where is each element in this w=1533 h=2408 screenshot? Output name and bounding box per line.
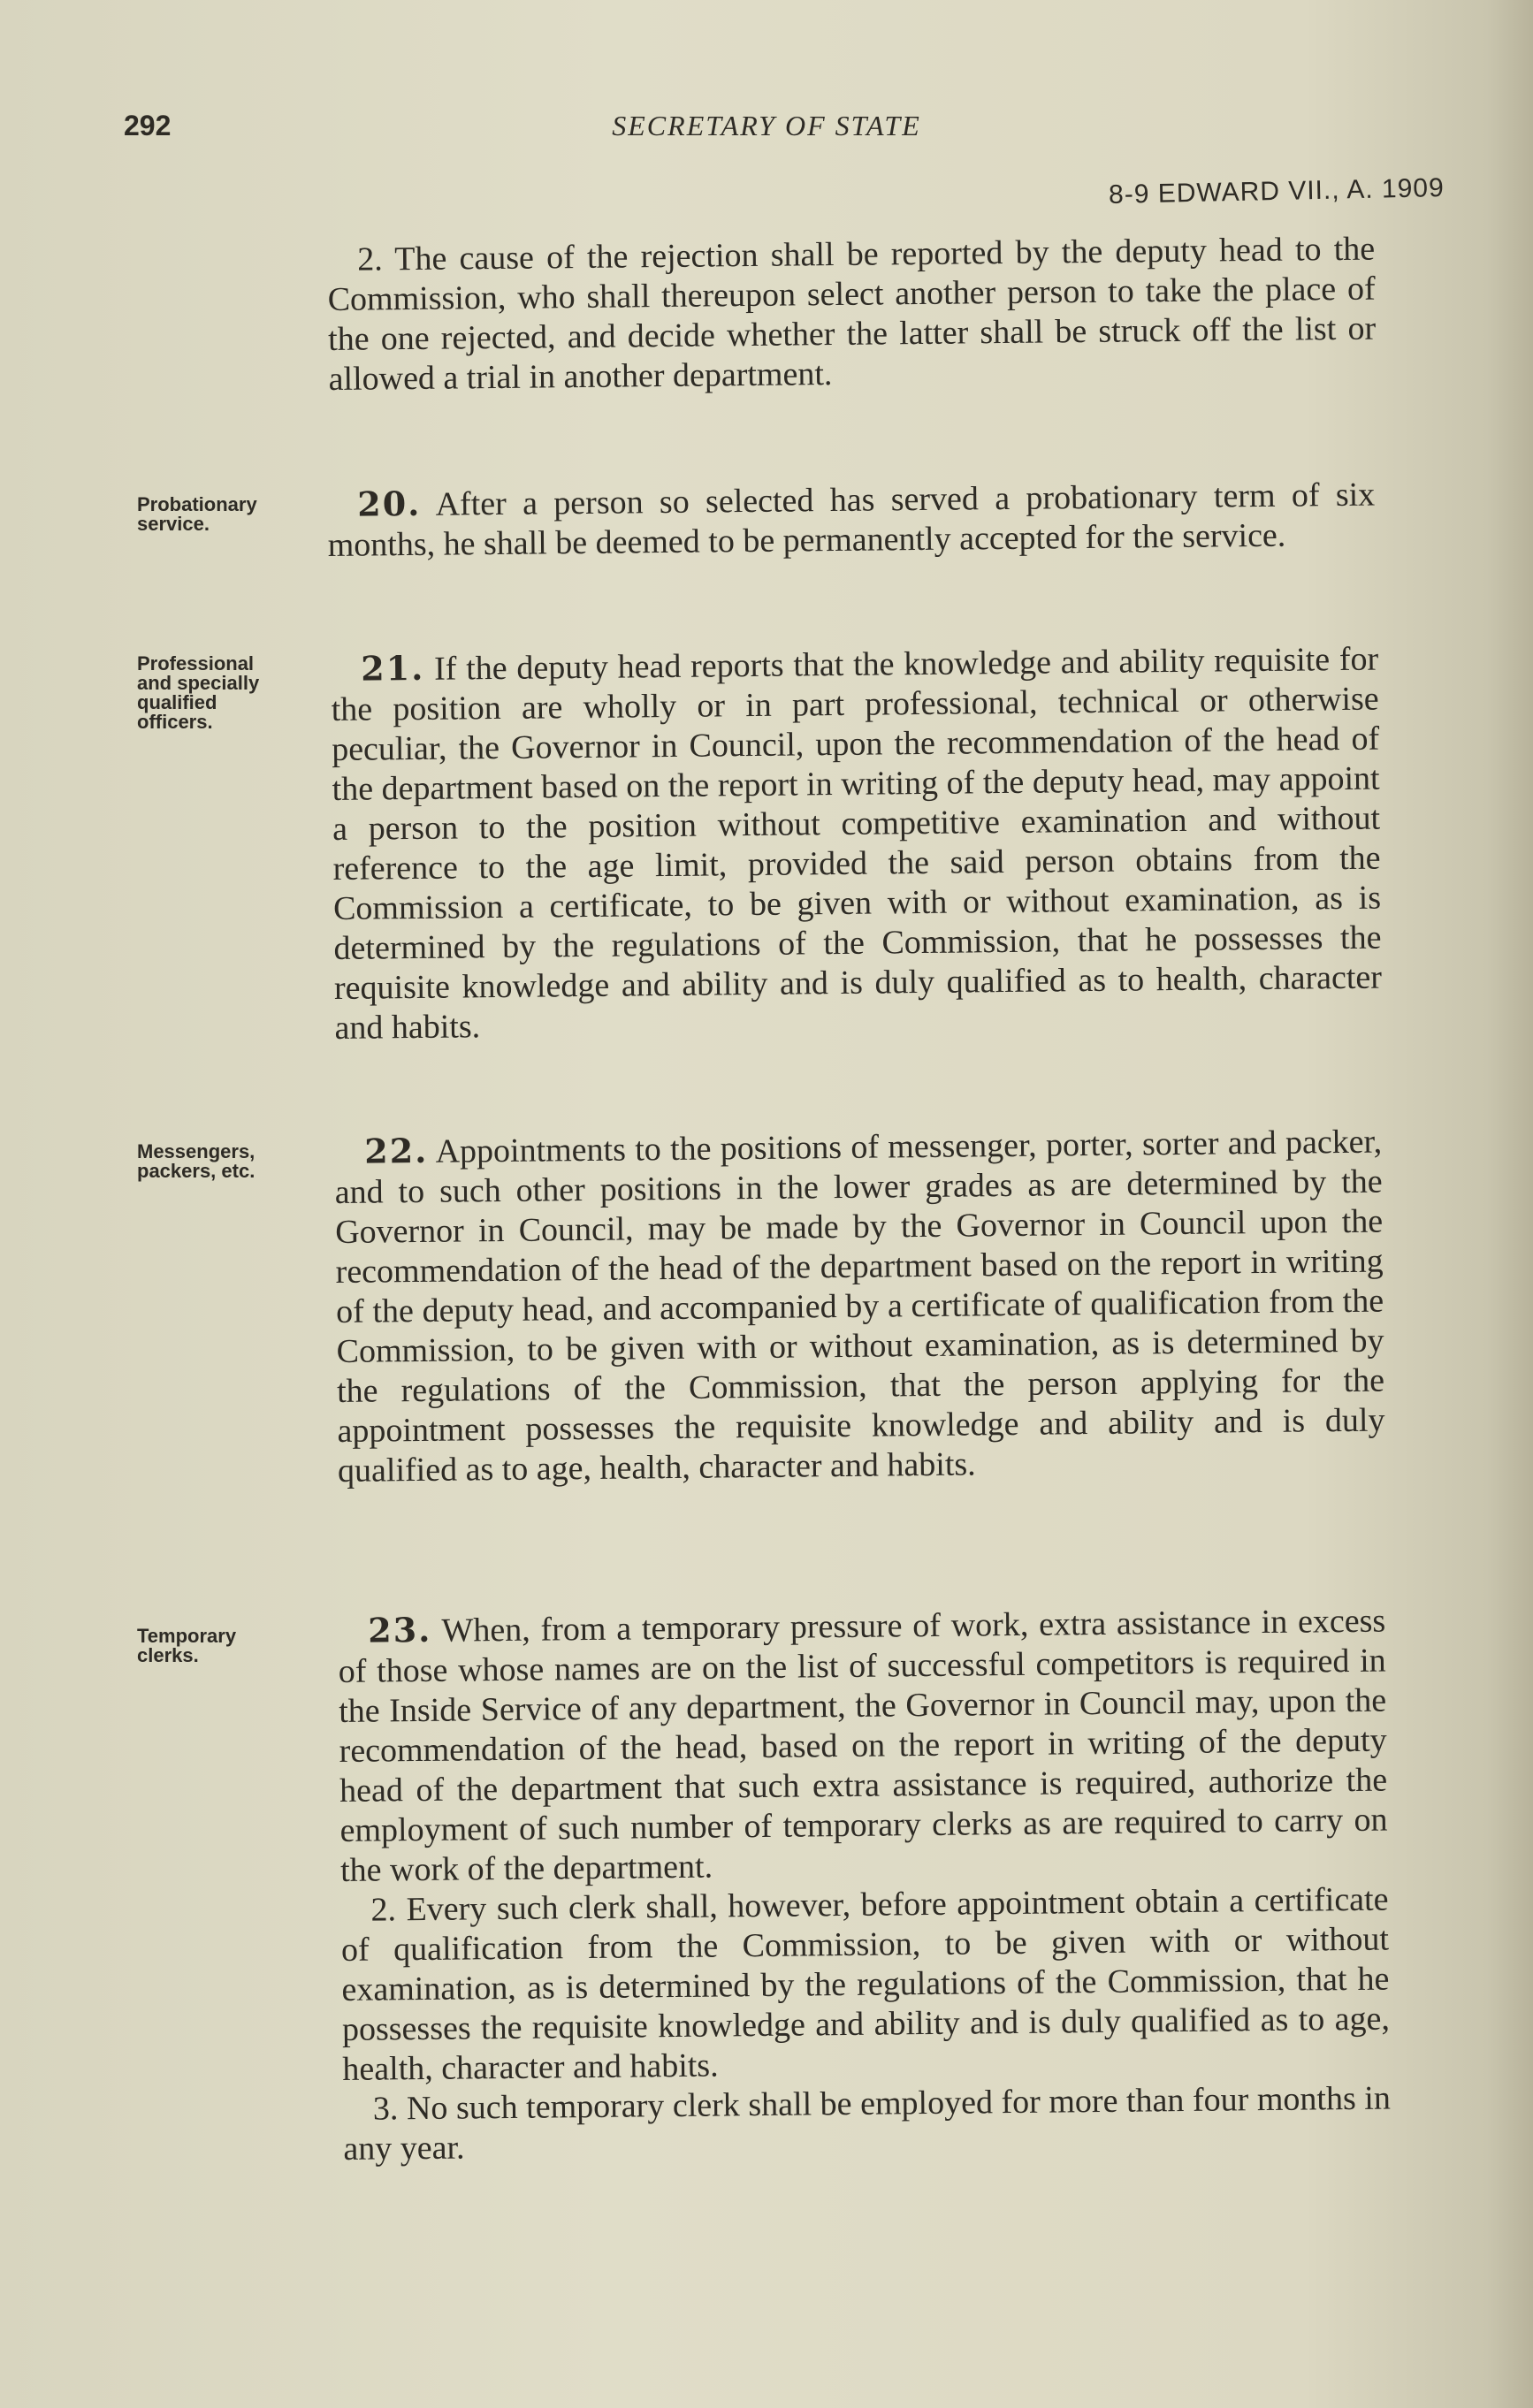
section-22	[334, 1121, 1385, 1491]
subsection-2: 2. Every such clerk shall, however, before appointment obtain a certificate of qualification from the Commission, to be given with or without examination, as is determined by the regulations of the Commission, that he possesses the requisite knowledge and ability and is duly qualified as to age, health, character and habits.	[340, 1880, 1391, 2088]
running-title: SECRETARY OF STATE	[612, 110, 921, 141]
section-number: 22.	[363, 1130, 429, 1171]
margin-note-line: Probationary	[137, 493, 257, 515]
page-number: 292	[124, 110, 172, 141]
section-number: 23.	[367, 1609, 432, 1650]
section-20	[327, 474, 1376, 566]
section-number: 20.	[356, 483, 422, 524]
margin-note-messengers	[137, 1142, 314, 1181]
margin-note-temporary	[137, 1627, 314, 1665]
margin-note-line: Professional	[137, 652, 255, 674]
section-21	[331, 638, 1383, 1048]
margin-note-line: qualified	[137, 691, 217, 713]
paragraph-rejection	[327, 230, 1377, 400]
margin-note-probationary	[137, 495, 314, 534]
session-reference: 8-9 EDWARD VII., A. 1909	[1109, 173, 1445, 210]
section-23	[338, 1600, 1392, 2169]
margin-note-line: Temporary	[137, 1625, 237, 1647]
margin-note-line: Messengers,	[137, 1140, 256, 1162]
margin-note-line: service.	[137, 513, 210, 535]
margin-note-line: officers.	[137, 711, 213, 733]
section-text: If the deputy head reports that the knowledge and ability requisite for the position are wholly or in part professional, technical or otherwise peculiar, the Governor in Council, upon the recommendation of the head of the department based on the report in writing of the deputy head, may appoint a person to the position without competitive examination and without reference to the age limit, provided the said person obtains from the Commission a certificate, to be given with or without examination, as is determined by the regulations of the Commission, that he possesses the requisite knowledge and ability and is duly qualified as to health, character and habits.	[331, 640, 1383, 1047]
section-text: Appointments to the positions of messenger, porter, sorter and packer, and to such other positions in the lower grades as are determined by the Governor in Council, may be made by the Governor in Council upon the recommendation of the head of the department based on the report in writing of the deputy head, and accompanied by a certificate of qualification from the Commission, to be given with or without examination, as is determined by the regulations of the Commission, that the person applying for the appointment possesses the requisite knowledge and ability and is duly qualified as to age, health, character and habits.	[334, 1123, 1385, 1490]
subsection-3: 3. No such temporary clerk shall be employed for more than four months in any year.	[343, 2079, 1392, 2168]
section-number: 21.	[360, 647, 425, 689]
margin-note-line: clerks.	[137, 1644, 199, 1666]
margin-note-line: and specially	[137, 672, 260, 694]
paragraph-text: 2. The cause of the rejection shall be reported by the deputy head to the Commission, who shall thereupon select another person to take the place of the one rejected, and decide whether the latter shall be struck off the list or allowed a trial in another department.	[327, 230, 1377, 398]
section-text: After a person so selected has served a probationary term of six months, he shall be deemed to be permanently accepted for the service.	[327, 476, 1376, 564]
margin-note-line: packers, etc.	[137, 1160, 256, 1182]
section-text: When, from a temporary pressure of work, extra assistance in excess of those whose names are on the list of successful competitors is required in the Inside Service of any department, the Governor in Council may, upon the recommendation of the head, based on the report in writing of the deputy head of the department that such extra assistance is required, authorize the employment of such number of temporary clerks as are required to carry on the work of the department.	[338, 1602, 1388, 1889]
margin-note-professional	[137, 654, 314, 732]
